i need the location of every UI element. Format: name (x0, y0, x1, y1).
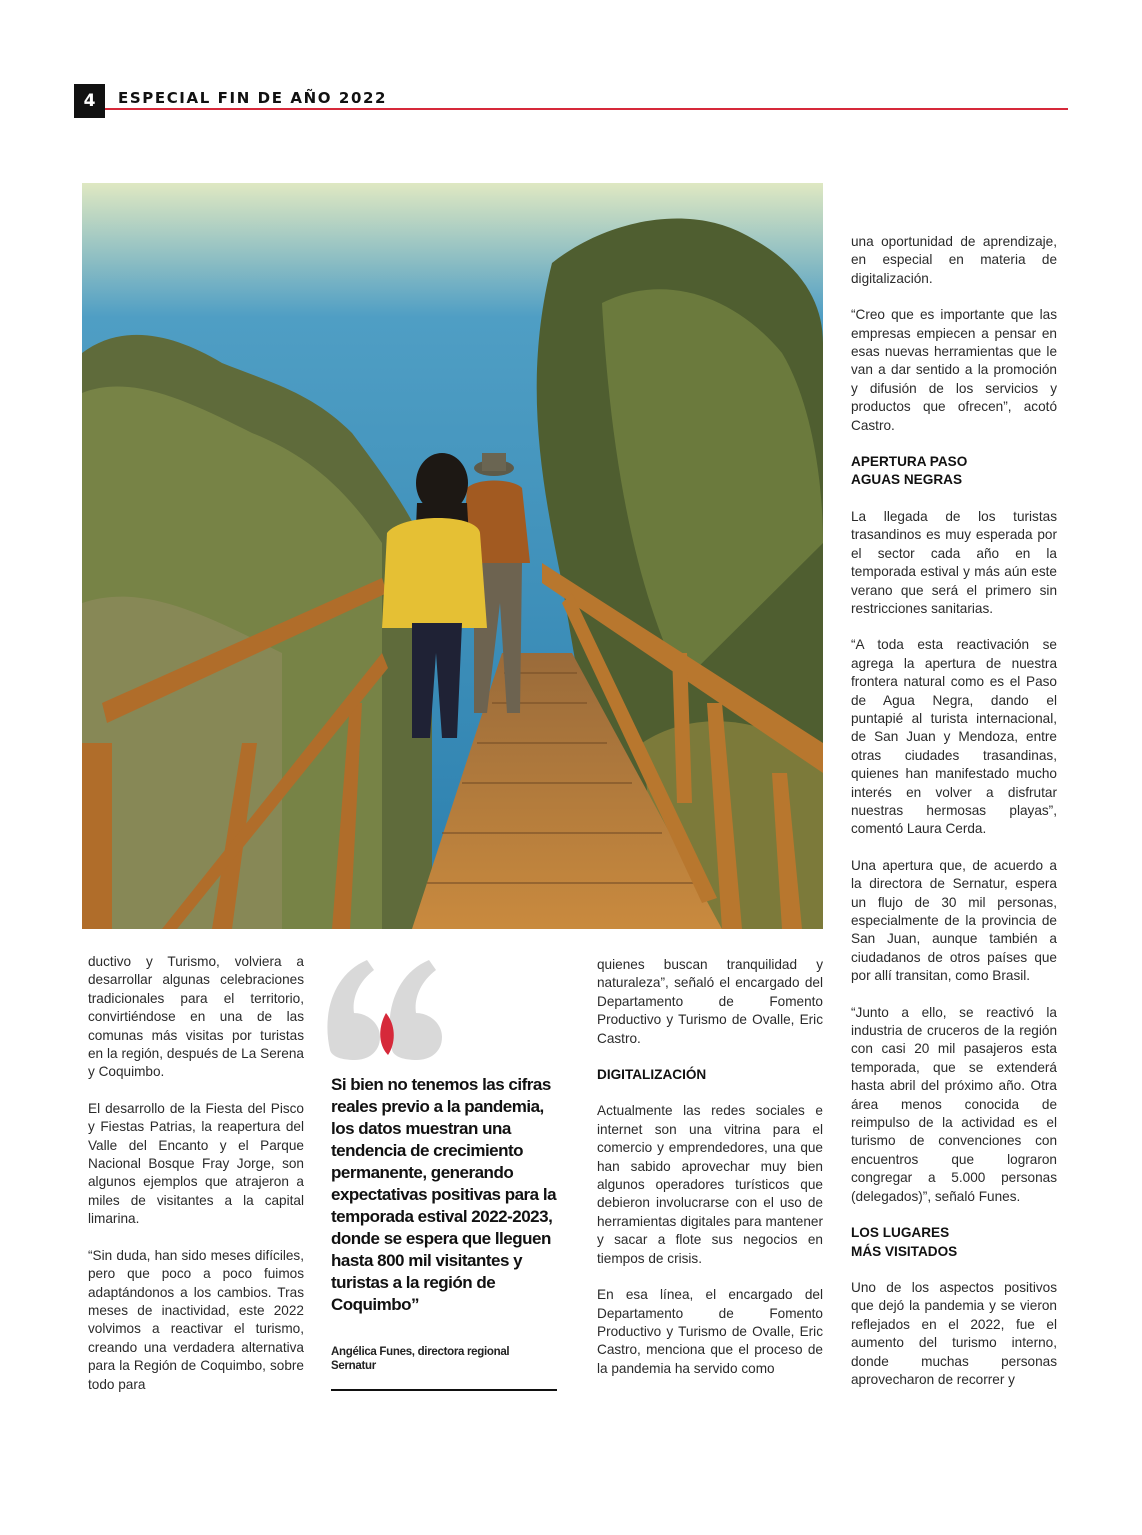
paragraph: En esa línea, el encargado del Departamento de Fomento Productivo y Turismo de Ovalle, Eric Castro, menciona que el proceso de la pandemia ha servido como (597, 1287, 823, 1376)
section-title: ESPECIAL FIN DE AÑO 2022 (118, 89, 388, 107)
subheading-line: APERTURA PASO (851, 454, 968, 470)
quotation-mark-icon (322, 955, 452, 1065)
pull-quote: Si bien no tenemos las cifras reales previo a la pandemia, los datos muestran una tendencia de crecimiento permanente, generando expectativas positivas para la temporada estival 2022-2023, donde se espera que lleguen hasta 800 mil visitantes y turistas a la región de Coquimbo” (331, 1075, 557, 1314)
paragraph: “Sin duda, han sido meses difíciles, pero que poco a poco fuimos adaptándonos a los cambios. Tras meses de inactividad, este 2022 volvimos a reactivar el turismo, creando una verdadera alternativa para la Región de Coquimbo, sobre todo para (88, 1247, 304, 1392)
article-column-1 (88, 953, 304, 1412)
subheading-digitalizacion: DIGITALIZACIÓN (597, 1067, 707, 1083)
paragraph: “A toda esta reactivación se agrega la apertura de nuestra frontera natural como es el Paso de Agua Negra, dando el puntapié al turista internacional, de San Juan y Mendoza, entre otras ciudades trasandinas, quienes han manifestado mucho interés en volver a disfrutar nuestras hermosas playas”, comentó Laura Cerda. (851, 637, 1057, 837)
subheading-line: LOS LUGARES (851, 1225, 950, 1241)
paragraph: ductivo y Turismo, volviera a desarrollar algunas celebraciones tradicionales para el territorio, convirtiéndose en una de las comunas más visitas por turistas en la región, después de La Serena y Coquimbo. (88, 954, 304, 1080)
paragraph: El desarrollo de la Fiesta del Pisco y Fiestas Patrias, la reapertura del Valle del Encanto y el Parque Nacional Bosque Fray Jorge, son algunos ejemplos que atrajeron a miles de visitantes a la capital limarina. (88, 1100, 304, 1227)
pull-quote-author: Angélica Funes, directora regional Sernatur (331, 1346, 510, 1372)
header-rule (105, 108, 1068, 110)
boardwalk-photo (82, 183, 823, 929)
article-column-4 (851, 233, 1057, 1407)
paragraph: “Junto a ello, se reactivó la industria de cruceros de la región con casi 20 mil pasajeros esta temporada, que se extenderá hasta abril del próximo año. Otra área menos conocida de reimpulso de la actividad es el turismo de convenciones con encuentros que lograron congregar a 5.000 personas (delegados)”, señaló Funes. (851, 1004, 1057, 1204)
article-column-3 (597, 956, 823, 1396)
subheading-lugares (851, 1224, 1057, 1261)
paragraph: quienes buscan tranquilidad y naturaleza”, señaló el encargado del Departamento de Fomento Productivo y Turismo de Ovalle, Eric Castro. (597, 957, 823, 1046)
subheading-apertura (851, 453, 1057, 490)
paragraph: Actualmente las redes sociales e internet son una vitrina para el comercio y emprendedores, una que han sabido aprovechar muy bien algunos operadores turísticos que debieron involucrarse con el uso de herramientas digitales para mantener y sacar a flote sus negocios en tiempos de crisis. (597, 1103, 823, 1266)
subheading-line: MÁS VISITADOS (851, 1243, 958, 1259)
paragraph: una oportunidad de aprendizaje, en especial en materia de digitalización. (851, 234, 1057, 286)
paragraph: Una apertura que, de acuerdo a la directora de Sernatur, espera un flujo de 30 mil personas, especialmente de la provincia de San Juan, aunque también a ciudadanos de otros países que por allí transitan, como Brasil. (851, 857, 1057, 984)
paragraph: “Creo que es importante que las empresas empiecen a pensar en esas nuevas herramientas que le van a dar sentido a la promoción y difusión de los servicios y productos que ofrecen”, acotó Castro. (851, 307, 1057, 433)
pull-quote-rule (331, 1389, 557, 1391)
paragraph: Uno de los aspectos positivos que dejó la pandemia y se vieron reflejados en el 2022, fue el aumento del turismo interno, donde muchas personas aprovecharon de recorrer y (851, 1279, 1057, 1387)
subheading-line: AGUAS NEGRAS (851, 472, 963, 488)
page-number: 4 (74, 84, 105, 118)
paragraph: La llegada de los turistas trasandinos es muy esperada por el sector cada año en la temporada estival y más aún este verano que será el primero sin restricciones sanitarias. (851, 508, 1057, 616)
